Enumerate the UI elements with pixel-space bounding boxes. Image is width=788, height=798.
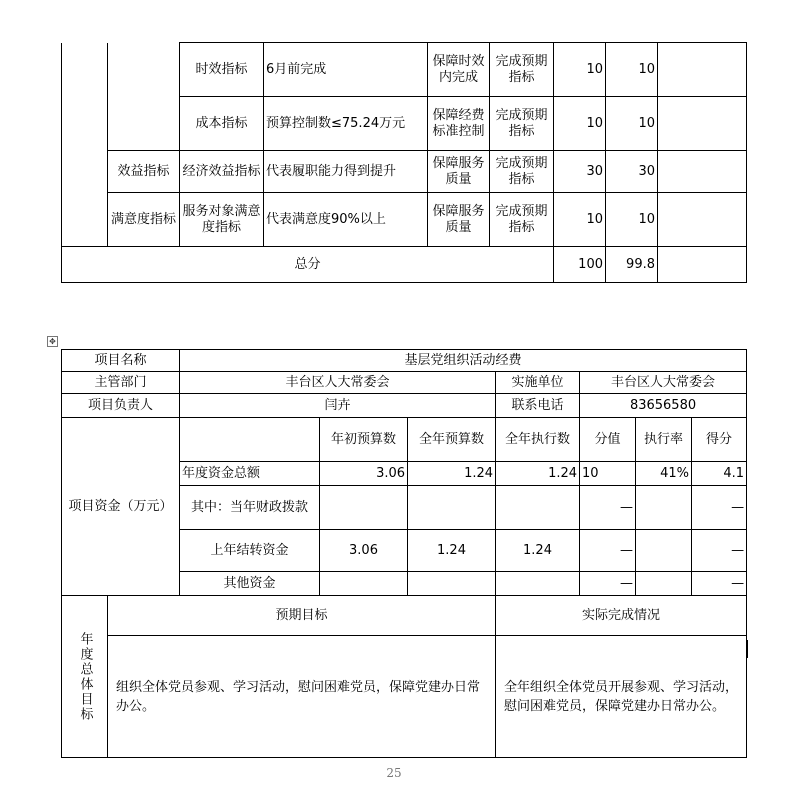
fund-points: — xyxy=(580,486,636,530)
project-summary-table xyxy=(61,349,747,758)
fund-score: — xyxy=(692,530,747,572)
phone-label: 联系电话 xyxy=(496,394,580,418)
total-note xyxy=(658,247,747,283)
weight-cell: 10 xyxy=(554,193,606,247)
performance-indicator-table xyxy=(61,42,747,283)
weight-cell: 30 xyxy=(554,151,606,193)
project-name-value: 基层党组织活动经费 xyxy=(180,350,747,372)
page-number: 25 xyxy=(386,766,402,780)
total-score: 99.8 xyxy=(606,247,658,283)
dept-label: 主管部门 xyxy=(62,372,180,394)
fund-points: 10 xyxy=(580,462,636,486)
fund-score: — xyxy=(692,486,747,530)
note-cell xyxy=(658,151,747,193)
level2-cell: 经济效益指标 xyxy=(180,151,264,193)
table-row xyxy=(62,151,747,193)
table-row xyxy=(62,636,747,758)
impl-value: 丰台区人大常委会 xyxy=(580,372,747,394)
header-exec: 全年执行数 xyxy=(496,418,580,462)
phone-value: 83656580 xyxy=(580,394,747,418)
fund-rate xyxy=(636,486,692,530)
table-row xyxy=(62,350,747,372)
fund-row-label: 其中：当年财政拨款 xyxy=(180,486,320,530)
level1-cell-blank xyxy=(108,43,180,151)
method-cell: 完成预期指标 xyxy=(490,193,554,247)
method-cell: 完成预期指标 xyxy=(490,151,554,193)
method-cell: 完成预期指标 xyxy=(490,97,554,151)
fund-score: — xyxy=(692,572,747,596)
dept-value: 丰台区人大常委会 xyxy=(180,372,496,394)
fund-rate: 41% xyxy=(636,462,692,486)
leader-label: 项目负责人 xyxy=(62,394,180,418)
level1-cell: 满意度指标 xyxy=(108,193,180,247)
table-row xyxy=(62,43,747,97)
fund-init xyxy=(320,486,408,530)
move-anchor-icon[interactable]: ✥ xyxy=(47,336,58,347)
level2-cell: 成本指标 xyxy=(180,97,264,151)
funds-label: 项目资金（万元） xyxy=(62,418,180,596)
fund-exec xyxy=(496,486,580,530)
score-cell: 10 xyxy=(606,97,658,151)
project-name-label: 项目名称 xyxy=(62,350,180,372)
expected-label: 预期目标 xyxy=(108,596,496,636)
level1-cell: 效益指标 xyxy=(108,151,180,193)
total-row xyxy=(62,247,747,283)
actual-text: 全年组织全体党员开展参观、学习活动，慰问困难党员，保障党建办日常办公。 xyxy=(496,636,747,758)
leader-value: 闫卉 xyxy=(180,394,496,418)
text-cursor xyxy=(747,640,748,658)
table-row xyxy=(62,193,747,247)
note-cell xyxy=(658,193,747,247)
note-cell xyxy=(658,43,747,97)
weight-cell: 10 xyxy=(554,97,606,151)
table-row xyxy=(62,394,747,418)
fund-row-label: 其他资金 xyxy=(180,572,320,596)
level3-cell: 预算控制数≤75.24万元 xyxy=(264,97,428,151)
score-cell: 10 xyxy=(606,43,658,97)
level2-cell: 服务对象满意度指标 xyxy=(180,193,264,247)
fund-rate xyxy=(636,530,692,572)
table-row xyxy=(62,596,747,636)
basis-cell: 保障服务质量 xyxy=(428,151,490,193)
header-rate: 执行率 xyxy=(636,418,692,462)
fund-score: 4.1 xyxy=(692,462,747,486)
basis-cell: 保障服务质量 xyxy=(428,193,490,247)
fund-full: 1.24 xyxy=(408,462,496,486)
fund-init: 3.06 xyxy=(320,462,408,486)
fund-exec xyxy=(496,572,580,596)
header-blank xyxy=(180,418,320,462)
fund-rate xyxy=(636,572,692,596)
fund-exec: 1.24 xyxy=(496,530,580,572)
annual-goal-label xyxy=(62,596,108,758)
weight-cell: 10 xyxy=(554,43,606,97)
fund-init xyxy=(320,572,408,596)
level3-cell: 代表履职能力得到提升 xyxy=(264,151,428,193)
actual-label: 实际完成情况 xyxy=(496,596,747,636)
level2-cell: 时效指标 xyxy=(180,43,264,97)
method-cell: 完成预期指标 xyxy=(490,43,554,97)
table-row xyxy=(62,418,747,462)
fund-points: — xyxy=(580,530,636,572)
fund-row-label: 年度资金总额 xyxy=(180,462,320,486)
level3-cell: 代表满意度90%以上 xyxy=(264,193,428,247)
fund-full: 1.24 xyxy=(408,530,496,572)
table-row xyxy=(62,372,747,394)
annual-goal-text: 年度总体目标 xyxy=(77,631,93,722)
fund-row-label: 上年结转资金 xyxy=(180,530,320,572)
fund-exec: 1.24 xyxy=(496,462,580,486)
score-cell: 30 xyxy=(606,151,658,193)
basis-cell: 保障时效内完成 xyxy=(428,43,490,97)
level3-cell: 6月前完成 xyxy=(264,43,428,97)
expected-text: 组织全体党员参观、学习活动，慰问困难党员，保障党建办日常办公。 xyxy=(108,636,496,758)
note-cell xyxy=(658,97,747,151)
impl-label: 实施单位 xyxy=(496,372,580,394)
level1-cell-blank xyxy=(62,43,108,247)
score-cell: 10 xyxy=(606,193,658,247)
header-full: 全年预算数 xyxy=(408,418,496,462)
total-weight: 100 xyxy=(554,247,606,283)
total-label: 总分 xyxy=(62,247,554,283)
fund-full xyxy=(408,486,496,530)
basis-cell: 保障经费标准控制 xyxy=(428,97,490,151)
header-score: 得分 xyxy=(692,418,747,462)
header-points: 分值 xyxy=(580,418,636,462)
fund-full xyxy=(408,572,496,596)
fund-init: 3.06 xyxy=(320,530,408,572)
fund-points: — xyxy=(580,572,636,596)
header-init: 年初预算数 xyxy=(320,418,408,462)
